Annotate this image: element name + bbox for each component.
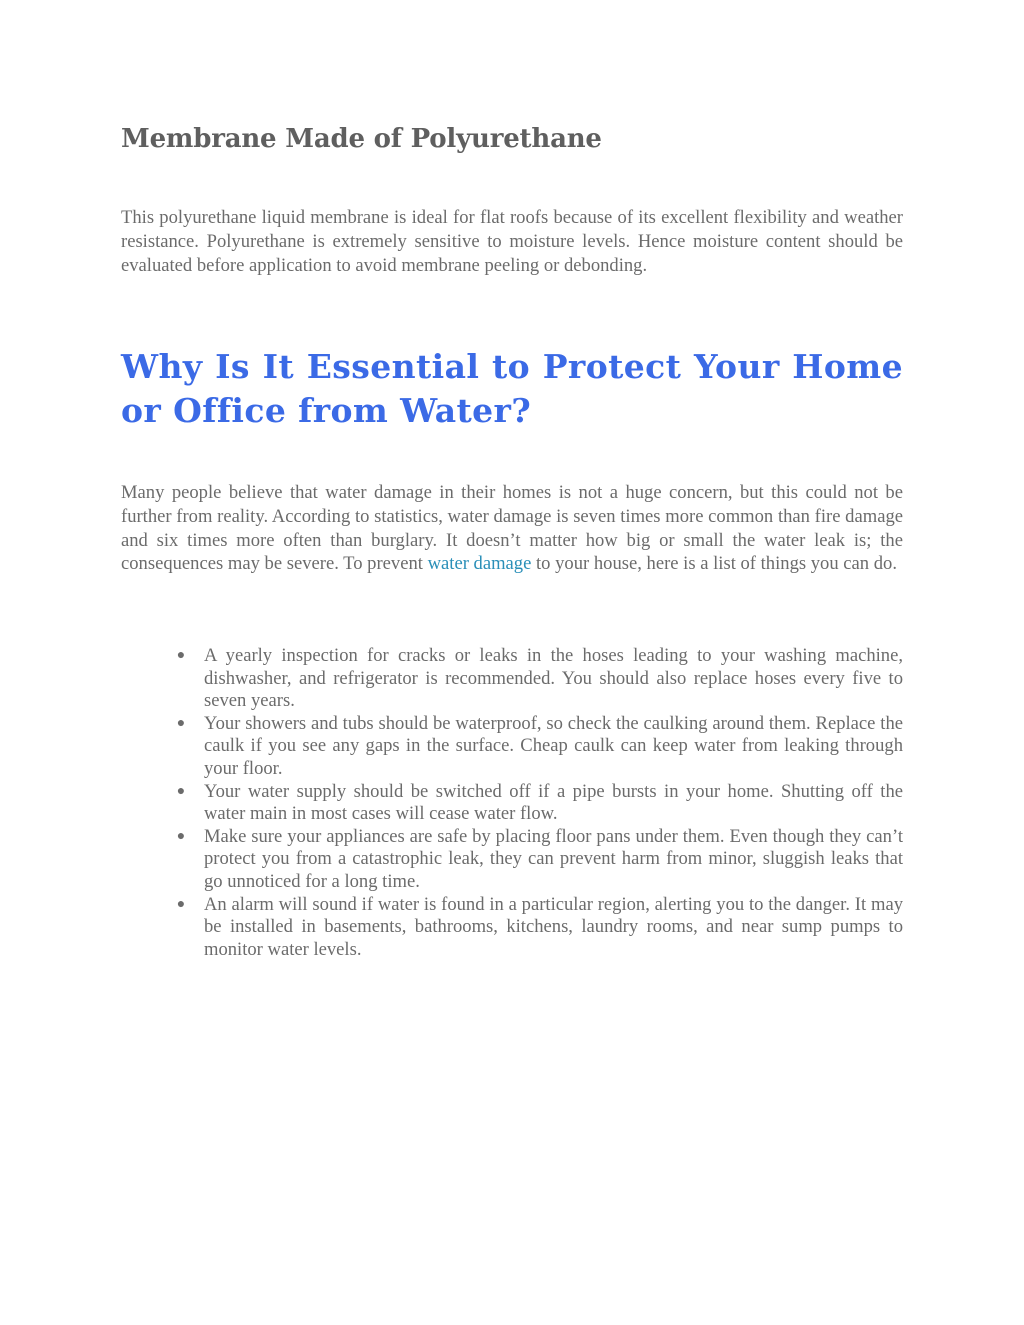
tips-list (121, 645, 903, 961)
water-damage-link[interactable]: water damage (427, 553, 532, 575)
paragraph-membrane: This polyurethane liquid membrane is ideal for flat roofs because of its excellent flexibility and weather resistance. Polyurethane is extremely sensitive to moisture levels. Hence moisture content should be evaluated before application to avoid membrane peeling or debonding. (121, 207, 903, 276)
bullet-icon: ● (176, 648, 186, 663)
list-item (121, 826, 903, 894)
list-item-text: Your water supply should be switched off if a pipe bursts in your home. Shutting off the water main in most cases will cease water flow. (204, 780, 903, 825)
list-item (121, 781, 903, 826)
list-item (121, 894, 903, 962)
paragraph-water-damage (121, 481, 903, 576)
list-item-text: A yearly inspection for cracks or leaks in the hoses leading to your washing machine, dishwasher, and refrigerator is recommended. You should also replace hoses every five to seven years. (204, 645, 903, 712)
bullet-icon: ● (176, 715, 186, 731)
list-item (121, 645, 903, 713)
list-item-text: Make sure your appliances are safe by placing floor pans under them. Even though they can’t protect you from a catastrophic leak, they can prevent harm from minor, sluggish leaks that go unnoticed for a long time. (204, 825, 903, 892)
bullet-icon: ● (176, 828, 186, 844)
section-heading-protect-home: Why Is It Essential to Protect Your Home or Office from Water? (121, 347, 903, 430)
paragraph-text-before-link: Many people believe that water damage in their homes is not a huge concern, but this could not be further from reality. According to statistics, water damage is seven times more common than fire damage and six times more often than burglary. It doesn’t matter how big or small the water leak is; the consequences may be severe. To prevent (121, 482, 903, 575)
bullet-icon: ● (176, 896, 186, 912)
list-item-text: An alarm will sound if water is found in a particular region, alerting you to the danger. It may be installed in basements, bathrooms, kitchens, laundry rooms, and near sump pumps to monitor water levels. (204, 893, 903, 960)
list-item-text: Your showers and tubs should be waterproof, so check the caulking around them. Replace the caulk if you see any gaps in the surface. Cheap caulk can keep water from leaking through your floor. (204, 712, 903, 779)
list-item (121, 713, 903, 781)
section-heading-membrane: Membrane Made of Polyurethane (121, 124, 602, 154)
paragraph-text-after-link: to your house, here is a list of things you can do. (531, 553, 897, 575)
bullet-icon: ● (176, 783, 186, 799)
